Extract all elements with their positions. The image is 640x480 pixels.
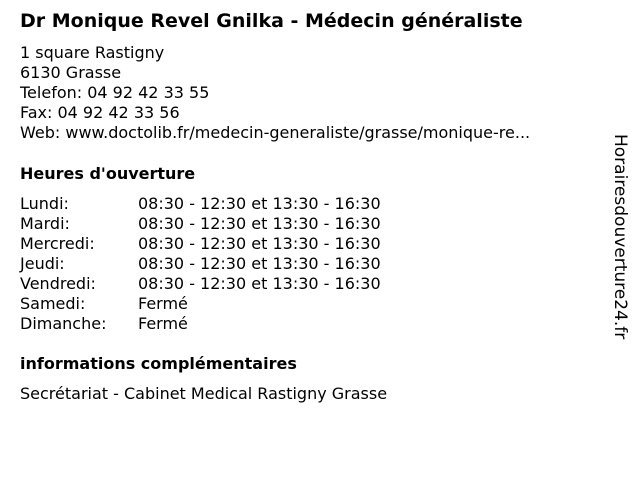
hours-time: 08:30 - 12:30 et 13:30 - 16:30 <box>138 274 381 293</box>
hours-row <box>20 254 381 274</box>
hours-day: Vendredi: <box>20 274 96 293</box>
address-street: 1 square Rastigny <box>20 43 165 62</box>
website-link[interactable]: Web: www.doctolib.fr/medecin-generaliste/grasse/monique-re... <box>20 123 531 142</box>
hours-day: Jeudi: <box>20 254 65 273</box>
hours-time: 08:30 - 12:30 et 13:30 - 16:30 <box>138 234 381 253</box>
site-brand-watermark: Horairesdouverture24.fr <box>610 134 630 340</box>
hours-time: Fermé <box>138 314 188 333</box>
opening-hours-heading: Heures d'ouverture <box>20 164 196 183</box>
additional-info-heading: informations complémentaires <box>20 354 297 373</box>
hours-row <box>20 194 381 214</box>
address-block <box>20 43 530 143</box>
phone-number[interactable]: Telefon: 04 92 42 33 55 <box>20 83 210 102</box>
fax-number: Fax: 04 92 42 33 56 <box>20 103 180 122</box>
hours-row <box>20 274 381 294</box>
hours-time: Fermé <box>138 294 188 313</box>
hours-day: Mardi: <box>20 214 70 233</box>
hours-row <box>20 314 381 334</box>
address-city: 6130 Grasse <box>20 63 122 82</box>
hours-row <box>20 234 381 254</box>
hours-time: 08:30 - 12:30 et 13:30 - 16:30 <box>138 194 381 213</box>
additional-info-text: Secrétariat - Cabinet Medical Rastigny Grasse <box>20 384 388 403</box>
hours-time: 08:30 - 12:30 et 13:30 - 16:30 <box>138 254 381 273</box>
hours-day: Dimanche: <box>20 314 107 333</box>
hours-day: Samedi: <box>20 294 86 313</box>
page-title: Dr Monique Revel Gnilka - Médecin généraliste <box>20 10 523 32</box>
hours-day: Lundi: <box>20 194 69 213</box>
hours-row <box>20 294 381 314</box>
hours-time: 08:30 - 12:30 et 13:30 - 16:30 <box>138 214 381 233</box>
opening-hours-table <box>20 194 381 334</box>
hours-day: Mercredi: <box>20 234 95 253</box>
hours-row <box>20 214 381 234</box>
